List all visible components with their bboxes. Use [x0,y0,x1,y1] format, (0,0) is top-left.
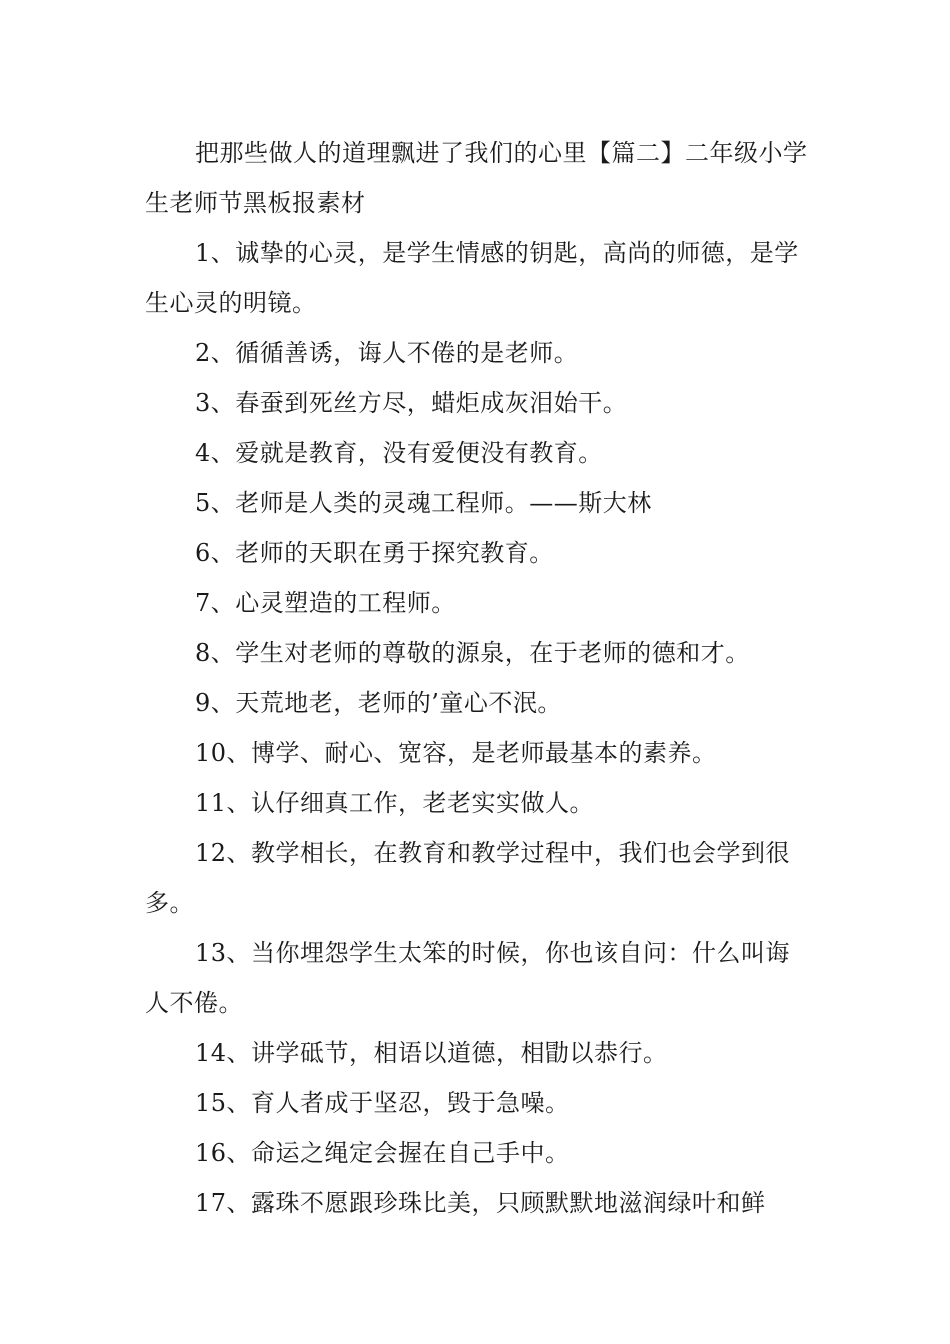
list-item: 5、老师是人类的灵魂工程师。——斯大林 [195,489,652,517]
list-item: 14、讲学砥节，相语以道德，相勖以恭行。 [195,1039,668,1067]
list-item: 10、博学、耐心、宽容，是老师最基本的素养。 [195,739,717,767]
list-item: 12、教学相长，在教育和教学过程中，我们也会学到很多。 [145,839,791,917]
document-body [145,128,810,1228]
list-item: 7、心灵塑造的工程师。 [195,589,456,617]
list-item: 4、爱就是教育，没有爱便没有教育。 [195,439,603,467]
paragraph-intro: 把那些做人的道理飘进了我们的心里【篇二】二年级小学生老师节黑板报素材 [145,139,808,217]
list-item: 11、认仔细真工作，老老实实做人。 [195,789,595,817]
list-item: 9、天荒地老，老师的’童心不泯。 [195,689,562,717]
list-item: 17、露珠不愿跟珍珠比美，只顾默默地滋润绿叶和鲜 [195,1189,766,1217]
list-item: 2、循循善诱，诲人不倦的是老师。 [195,339,579,367]
list-item: 6、老师的天职在勇于探究教育。 [195,539,554,567]
list-item: 3、春蚕到死丝方尽，蜡炬成灰泪始干。 [195,389,628,417]
list-item: 13、当你埋怨学生太笨的时候，你也该自问：什么叫诲人不倦。 [145,939,791,1017]
list-item: 8、学生对老师的尊敬的源泉，在于老师的德和才。 [195,639,750,667]
list-item: 1、诚挚的心灵，是学生情感的钥匙，高尚的师德，是学生心灵的明镜。 [145,239,799,317]
list-item: 15、育人者成于坚忍，毁于急噪。 [195,1089,570,1117]
list-item: 16、命运之绳定会握在自己手中。 [195,1139,570,1167]
